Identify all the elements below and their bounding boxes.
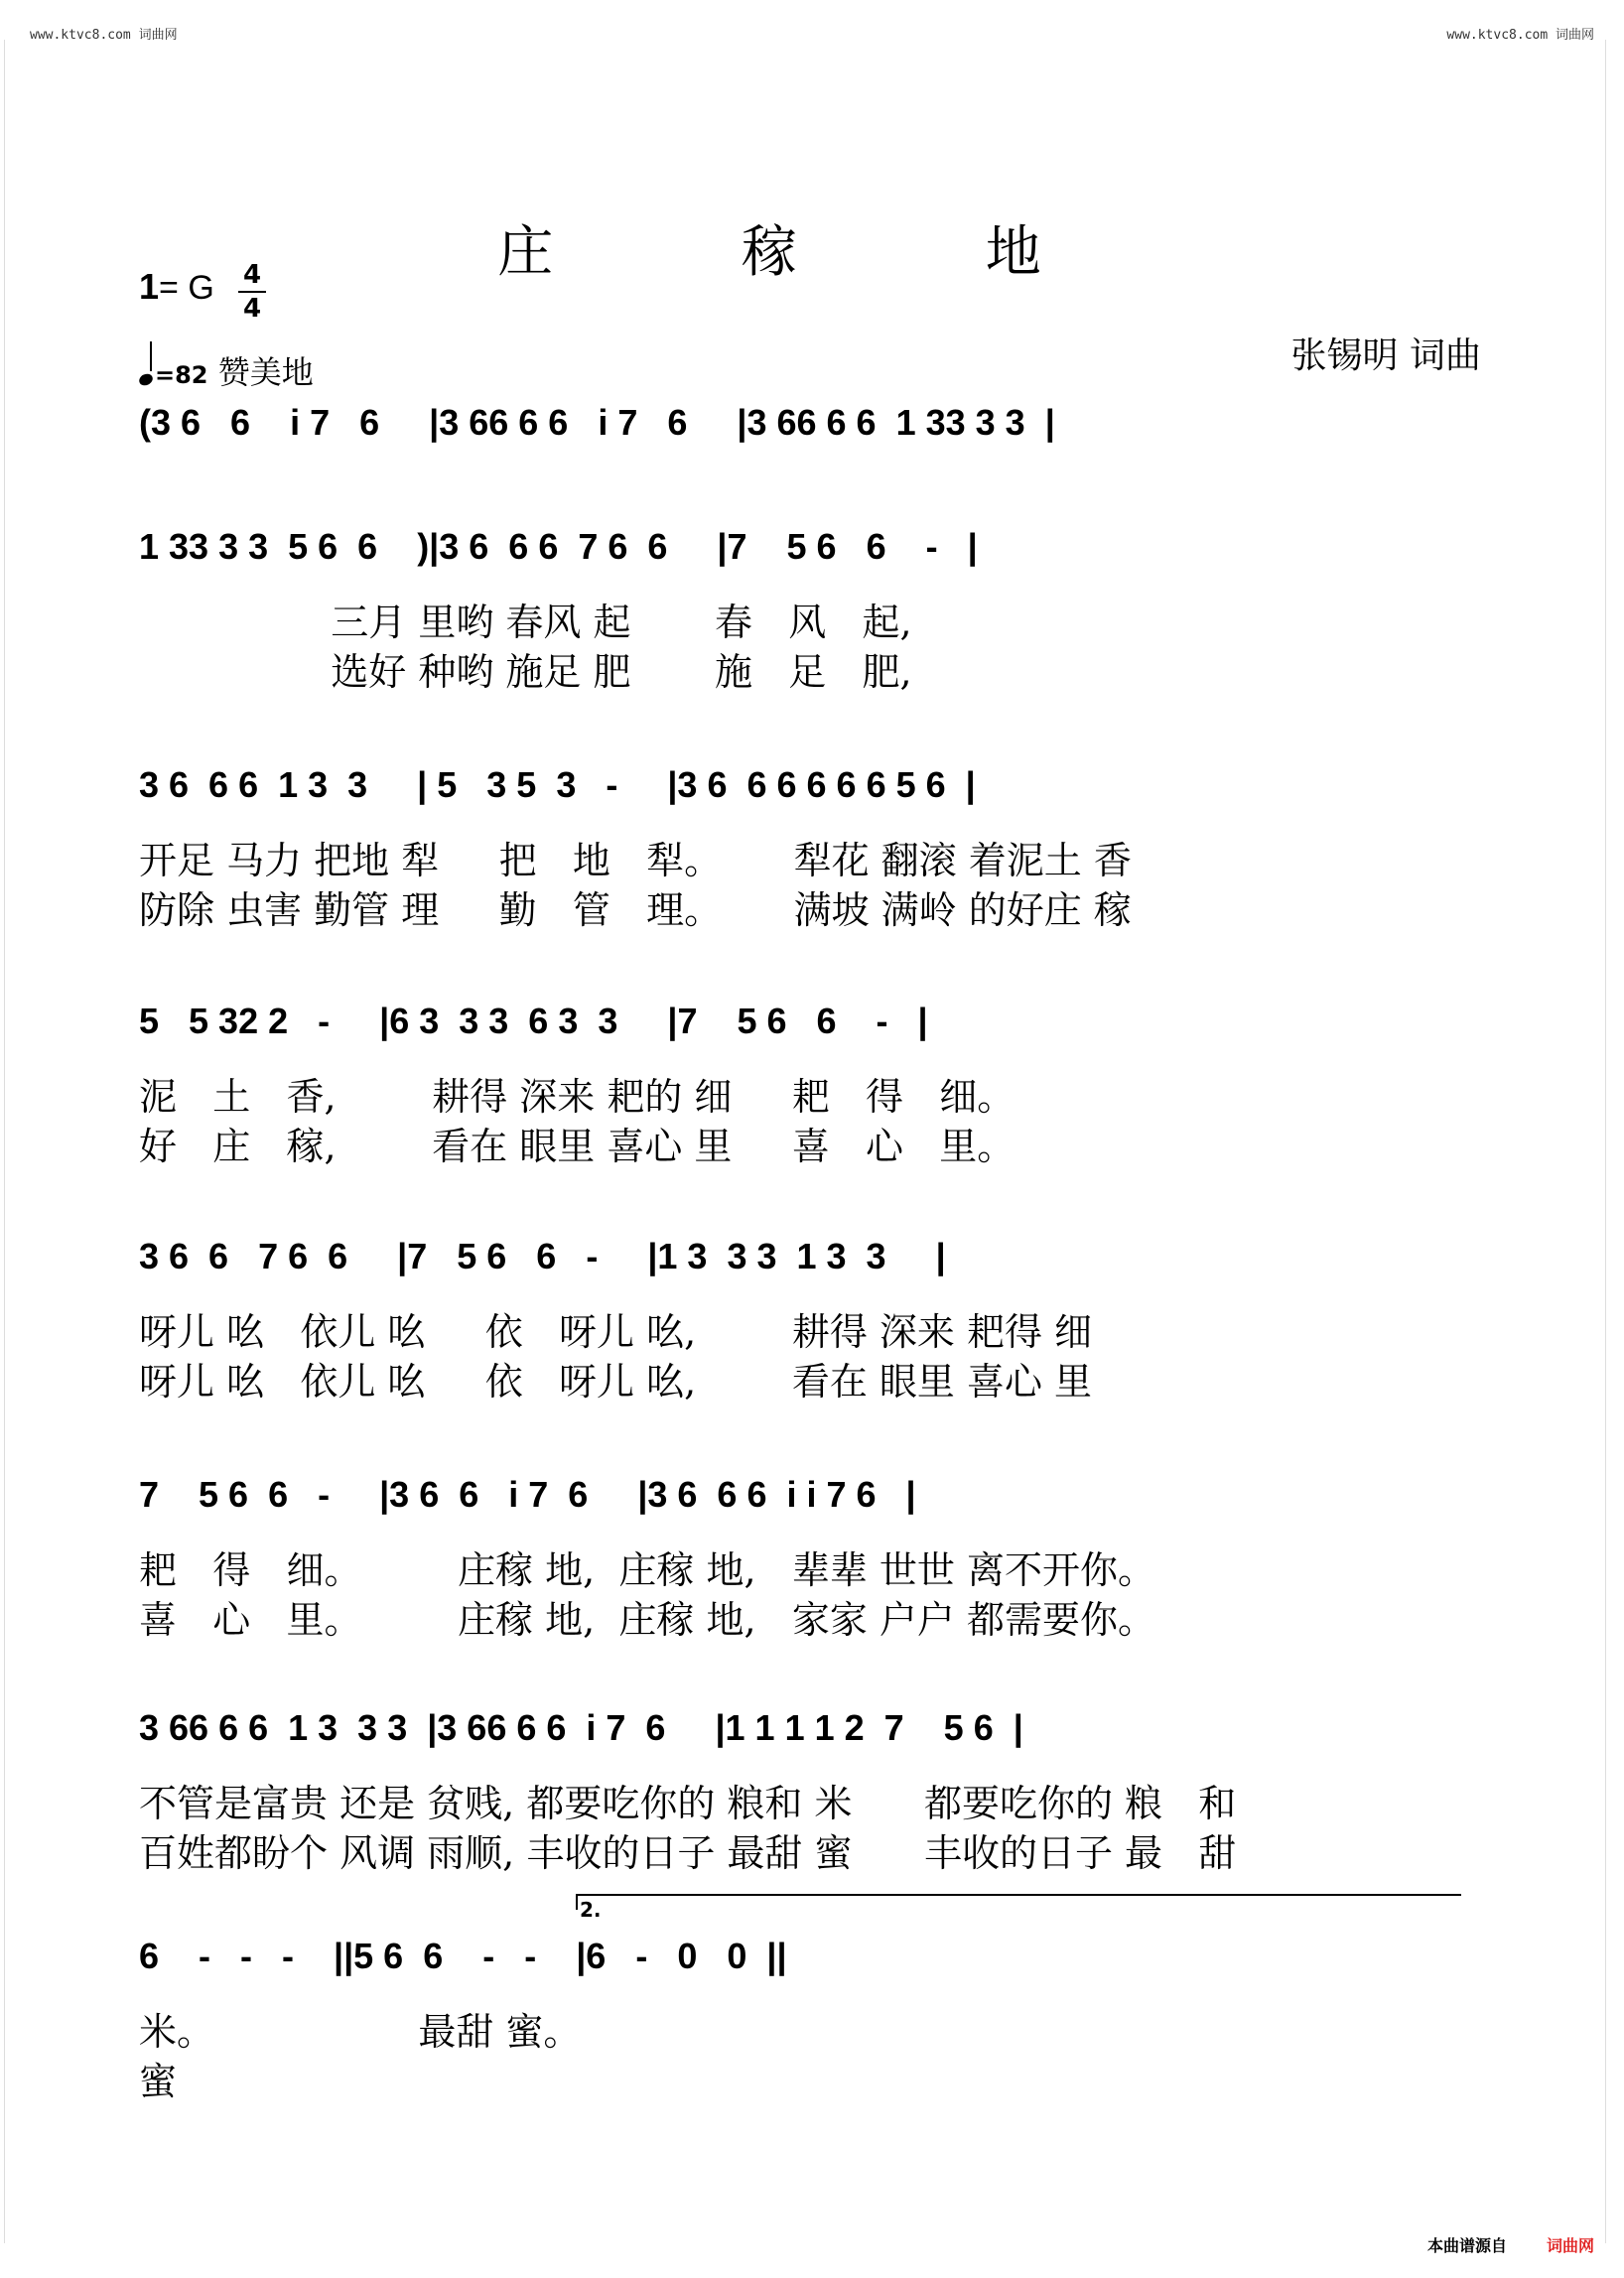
key-name: = G: [159, 269, 214, 307]
author-credit: 张锡明 词曲: [1290, 335, 1481, 376]
lyric-line-verse2: 呀儿 吆 依儿 吆 依 呀儿 吆, 看在 眼里 喜心 里: [139, 1360, 1093, 1404]
lyric-line-verse1: 三月 里哟 春风 起 春 风 起,: [139, 601, 912, 644]
notation-line: 6 - - - ||5 6 6 - - |6 - 0 0 ||: [139, 1936, 787, 1976]
footer-source: 本曲谱源自: [1426, 2236, 1507, 2255]
time-signature: [238, 260, 266, 324]
lyric-line-verse2: 蜜: [139, 2060, 178, 2103]
quarter-note-icon: [137, 372, 154, 388]
second-ending-bracket: [576, 1894, 1461, 1910]
song-title: 庄 稼 地: [497, 220, 1127, 285]
site-link-left[interactable]: www.ktvc8.com 词曲网: [30, 28, 178, 43]
tempo-marking: [139, 347, 314, 393]
second-ending-label: 2.: [580, 1898, 602, 1922]
lyric-line-verse1: 泥 土 香, 耕得 深来 耙的 细 耙 得 细。: [139, 1075, 1015, 1119]
time-bottom: 4: [242, 294, 262, 324]
lyric-line-verse2: 百姓都盼个 风调 雨顺, 丰收的日子 最甜 蜜 丰收的日子 最 甜: [139, 1831, 1237, 1875]
quarter-note-stem: [150, 341, 152, 371]
lyric-line-verse2: 喜 心 里。 庄稼 地, 庄稼 地, 家家 户户 都需要你。: [139, 1598, 1155, 1642]
left-watermark-strip: [4, 40, 19, 2243]
notation-line: 7 5 6 6 - |3 6 6 i 7 6 |3 6 6 6 i i 7 6 |: [139, 1474, 916, 1515]
lyric-line-verse2: 选好 种哟 施足 肥 施 足 肥,: [139, 650, 912, 694]
notation-line: 5 5 32 2 - |6 3 3 3 6 3 3 |7 5 6 6 - |: [139, 1001, 928, 1041]
notation-line: 3 6 6 6 1 3 3 | 5 3 5 3 - |3 6 6 6 6 6 6 5 6 |: [139, 764, 976, 805]
lyric-line-verse1: 开足 马力 把地 犁 把 地 犁。 犁花 翻滚 着泥土 香: [139, 839, 1132, 882]
lyric-line-verse1: 呀儿 吆 依儿 吆 依 呀儿 吆, 耕得 深来 耙得 细: [139, 1310, 1093, 1354]
key-signature: [139, 266, 214, 308]
site-link-right[interactable]: www.ktvc8.com 词曲网: [1446, 28, 1594, 43]
key-degree: 1: [139, 266, 160, 307]
tempo-bpm: =82: [155, 361, 208, 389]
lyric-line-verse1: 耙 得 细。 庄稼 地, 庄稼 地, 辈辈 世世 离不开你。: [139, 1548, 1155, 1592]
notation-line: 1 33 3 3 5 6 6 )|3 6 6 6 7 6 6 |7 5 6 6 - |: [139, 526, 978, 567]
lyric-line-verse2: 防除 虫害 勤管 理 勤 管 理。 满坡 满岭 的好庄 稼: [139, 888, 1132, 932]
lyric-line-verse1: 米。 最甜 蜜。: [139, 2010, 582, 2054]
lyric-line-verse2: 好 庄 稼, 看在 眼里 喜心 里 喜 心 里。: [139, 1125, 1015, 1168]
time-divider: [238, 291, 266, 293]
notation-line: 3 66 6 6 1 3 3 3 |3 66 6 6 i 7 6 |1 1 1 1 2 7 5 6 |: [139, 1707, 1023, 1748]
notation-line: 3 6 6 7 6 6 |7 5 6 6 - |1 3 3 3 1 3 3 |: [139, 1236, 946, 1276]
lyric-line-verse1: 不管是富贵 还是 贫贱, 都要吃你的 粮和 米 都要吃你的 粮 和: [139, 1782, 1237, 1825]
right-watermark-strip: [1605, 40, 1620, 2243]
footer-site-link[interactable]: 词曲网: [1546, 2236, 1594, 2255]
tempo-mood: 赞美地: [207, 353, 314, 391]
time-top: 4: [242, 260, 262, 290]
notation-line: (3 6 6 i 7 6 |3 66 6 6 i 7 6 |3 66 6 6 1 33 3 3 |: [139, 402, 1055, 443]
